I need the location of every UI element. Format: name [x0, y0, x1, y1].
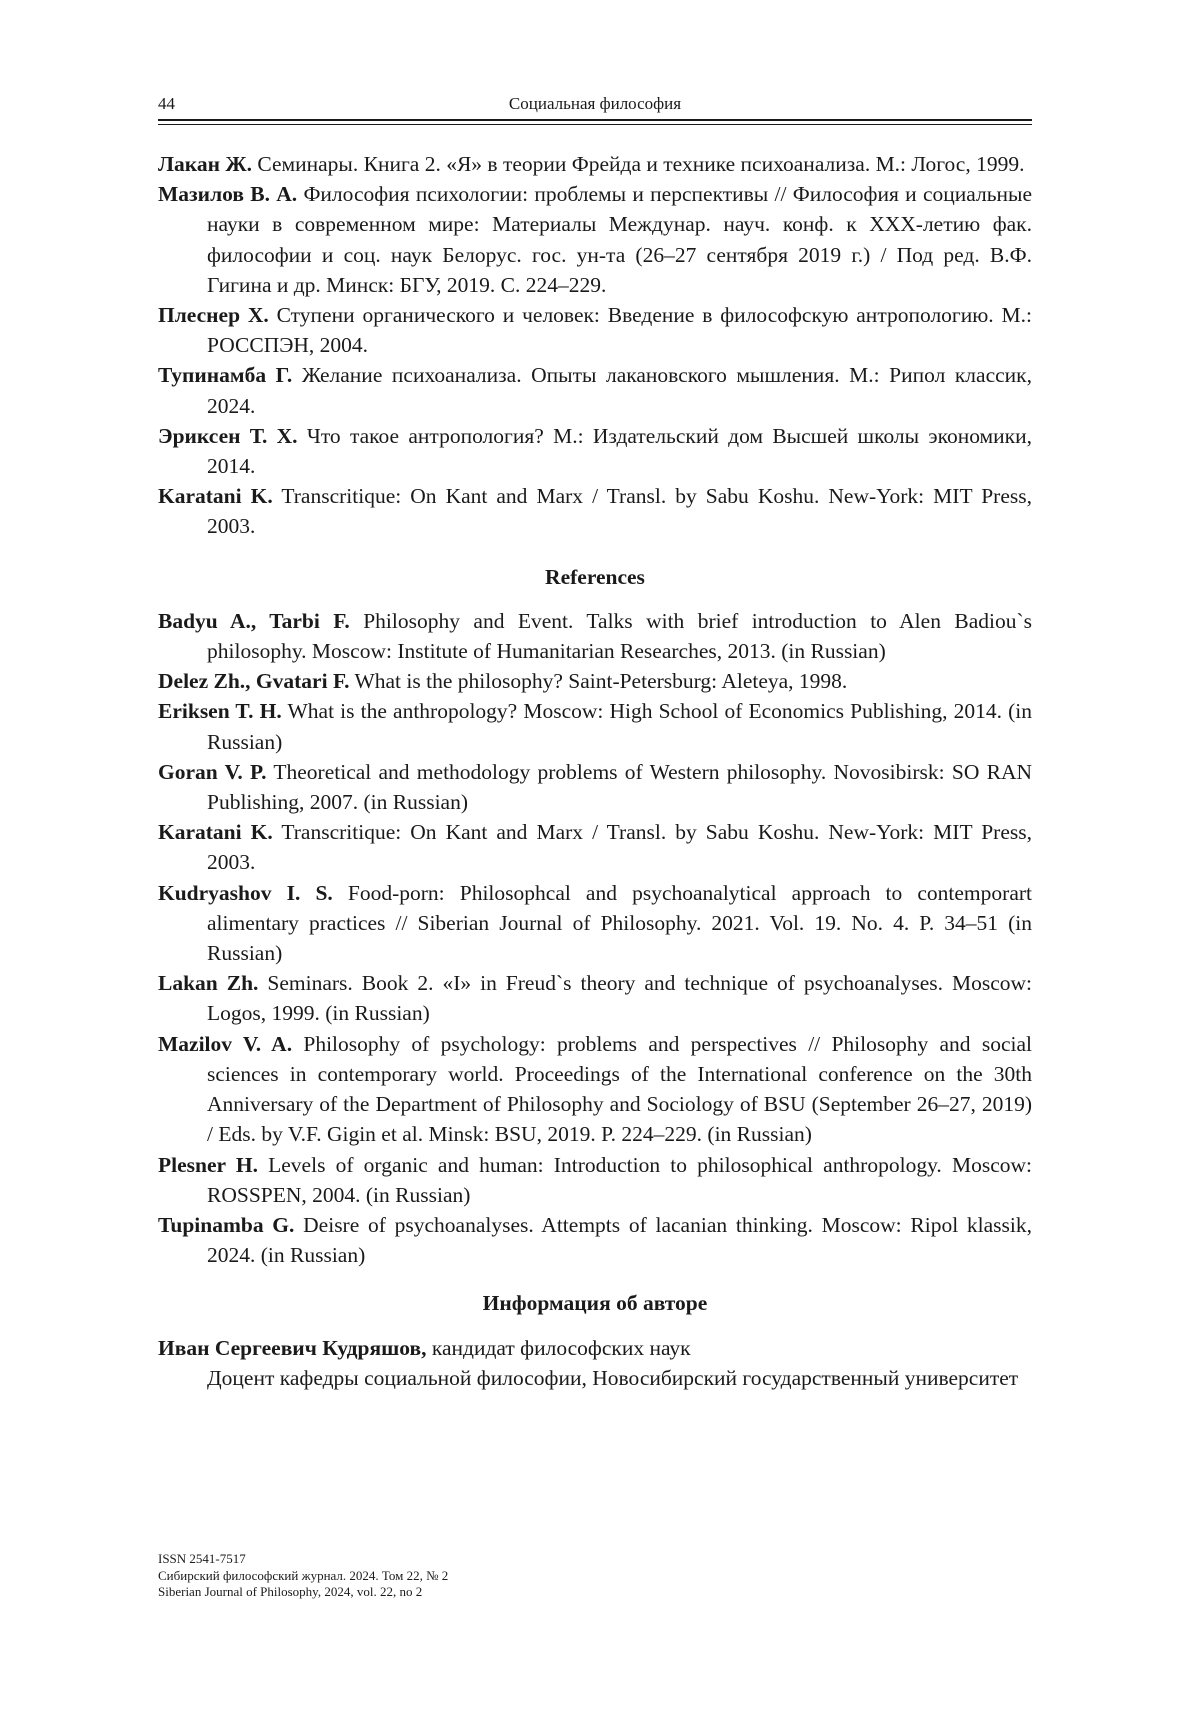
reference-entry	[158, 1150, 1032, 1210]
bibliography-entry	[158, 360, 1032, 420]
author-name: Иван Сергеевич Кудряшов,	[158, 1335, 427, 1360]
page-number: 44	[158, 94, 175, 113]
footer-journal-en: Siberian Journal of Philosophy, 2024, vol. 22, no 2	[158, 1584, 423, 1599]
author-info-heading: Информация об авторе	[482, 1291, 708, 1316]
header-rule-thick	[158, 119, 1032, 121]
entry-text: Философия психологии: проблемы и перспективы // Философия и социальные науки в современном мире: Материалы Междунар. науч. конф. к XXX-летию фак. философии и соц. наук Белорус. гос. ун-та (26–27 сентября 2019 г.) / Под ред. В.Ф. Гигина и др. Минск: БГУ, 2019. С. 224–229.	[207, 182, 1033, 297]
entry-text: Theoretical and methodology problems of Western philosophy. Novosibirsk: SO RAN Publishing, 2007. (in Russian)	[207, 759, 1032, 815]
author-info	[158, 1333, 1032, 1393]
entry-text: What is the anthropology? Moscow: High School of Economics Publishing, 2014. (in Russian)	[207, 699, 1033, 754]
entry-text: Что такое антропология? М.: Издательский дом Высшей школы экономики, 2014.	[207, 423, 1032, 479]
reference-entry	[158, 1210, 1032, 1270]
header-rule-thin	[158, 124, 1032, 125]
reference-entry	[158, 817, 1032, 877]
reference-entry	[158, 757, 1032, 817]
entry-text: Желание психоанализа. Опыты лакановского мышления. М.: Рипол классик, 2024.	[207, 363, 1032, 418]
entry-author: Goran V. P.	[158, 759, 267, 784]
running-head	[158, 94, 1032, 118]
entry-author: Эриксен Т. Х.	[158, 423, 298, 448]
entry-author: Delez Zh., Gvatari F.	[158, 669, 350, 694]
section-title: Социальная философия	[508, 94, 682, 113]
entry-text: Ступени органического и человек: Введение в философскую антропологию. М.: РОССПЭН, 2004.	[207, 303, 1032, 358]
entry-text: Food-porn: Philosophcal and psychoanalytical approach to contemporart alimentary practices // Siberian Journal of Philosophy. 2021. Vol. 19. No. 4. P. 34–51 (in Russian)	[207, 880, 1032, 966]
entry-author: Badyu A., Tarbi F.	[158, 608, 350, 633]
entry-author: Plesner H.	[158, 1152, 258, 1177]
footer-journal-ru: Сибирский философский журнал. 2024. Том 22, № 2	[158, 1567, 449, 1583]
reference-entry	[158, 1029, 1032, 1150]
reference-entry	[158, 606, 1032, 666]
bibliography-ru	[158, 149, 1032, 542]
entry-author: Мазилов В. А.	[158, 182, 298, 207]
footer-issn: ISSN 2541-7517	[158, 1551, 246, 1566]
entry-author: Karatani K.	[158, 484, 273, 509]
bibliography-entry	[158, 421, 1032, 481]
reference-entry	[158, 968, 1032, 1028]
references-heading: References	[545, 564, 645, 589]
bibliography-entry	[158, 300, 1032, 360]
entry-author: Плеснер Х.	[158, 303, 269, 328]
bibliography-entry	[158, 179, 1032, 300]
references-list	[158, 606, 1032, 1270]
entry-text: What is the philosophy? Saint-Petersburg: Aleteya, 1998.	[349, 669, 848, 694]
entry-text: Philosophy and Event. Talks with brief introduction to Alen Badiou`s philosophy. Moscow: Institute of Humanitarian Researches, 2013. (in Russian)	[207, 608, 1032, 664]
entry-author: Tupinamba G.	[158, 1212, 295, 1237]
entry-text: Transcritique: On Kant and Marx / Transl. by Sabu Koshu. New-York: MIT Press, 2003.	[207, 484, 1032, 539]
bibliography-entry	[158, 481, 1032, 541]
author-affiliation: Доцент кафедры социальной философии, Новосибирский государственный университет	[207, 1365, 1019, 1390]
entry-author: Kudryashov I. S.	[158, 880, 333, 905]
entry-author: Тупинамба Г.	[158, 363, 293, 388]
reference-entry	[158, 666, 1032, 696]
entry-author: Mazilov V. A.	[158, 1031, 293, 1056]
reference-entry	[158, 878, 1032, 969]
entry-text: Deisre of psychoanalyses. Attempts of lacanian thinking. Moscow: Ripol klassik, 2024. (in Russian)	[207, 1212, 1032, 1268]
entry-text: Семинары. Книга 2. «Я» в теории Фрейда и технике психоанализа. М.: Логос, 1999.	[251, 152, 1025, 176]
entry-text: Seminars. Book 2. «I» in Freud`s theory and technique of psychoanalyses. Moscow: Logos, 1999. (in Russian)	[207, 971, 1032, 1026]
entry-text: Levels of organic and human: Introduction to philosophical anthropology. Moscow: ROSSPEN, 2004. (in Russian)	[207, 1152, 1032, 1207]
entry-text: Philosophy of psychology: problems and perspectives // Philosophy and social sciences in contemporary world. Proceedings of the International conference on the 30th Anniversary of the Department of Philosophy and Sociology of BSU (September 26–27, 2019) / Eds. by V.F. Gigin et al. Minsk: BSU, 2019. P. 224–229. (in Russian)	[207, 1031, 1032, 1147]
page-footer	[158, 1551, 448, 1601]
entry-author: Eriksen T. H.	[158, 699, 282, 724]
author-line	[158, 1333, 1032, 1363]
reference-entry	[158, 696, 1032, 756]
author-degree: кандидат философских наук	[426, 1335, 691, 1360]
body-text	[158, 149, 1032, 1393]
bibliography-entry	[158, 149, 1032, 179]
entry-author: Лакан Ж.	[158, 152, 252, 176]
entry-text: Transcritique: On Kant and Marx / Transl. by Sabu Koshu. New-York: MIT Press, 2003.	[207, 820, 1032, 875]
entry-author: Karatani K.	[158, 820, 273, 845]
entry-author: Lakan Zh.	[158, 971, 259, 996]
